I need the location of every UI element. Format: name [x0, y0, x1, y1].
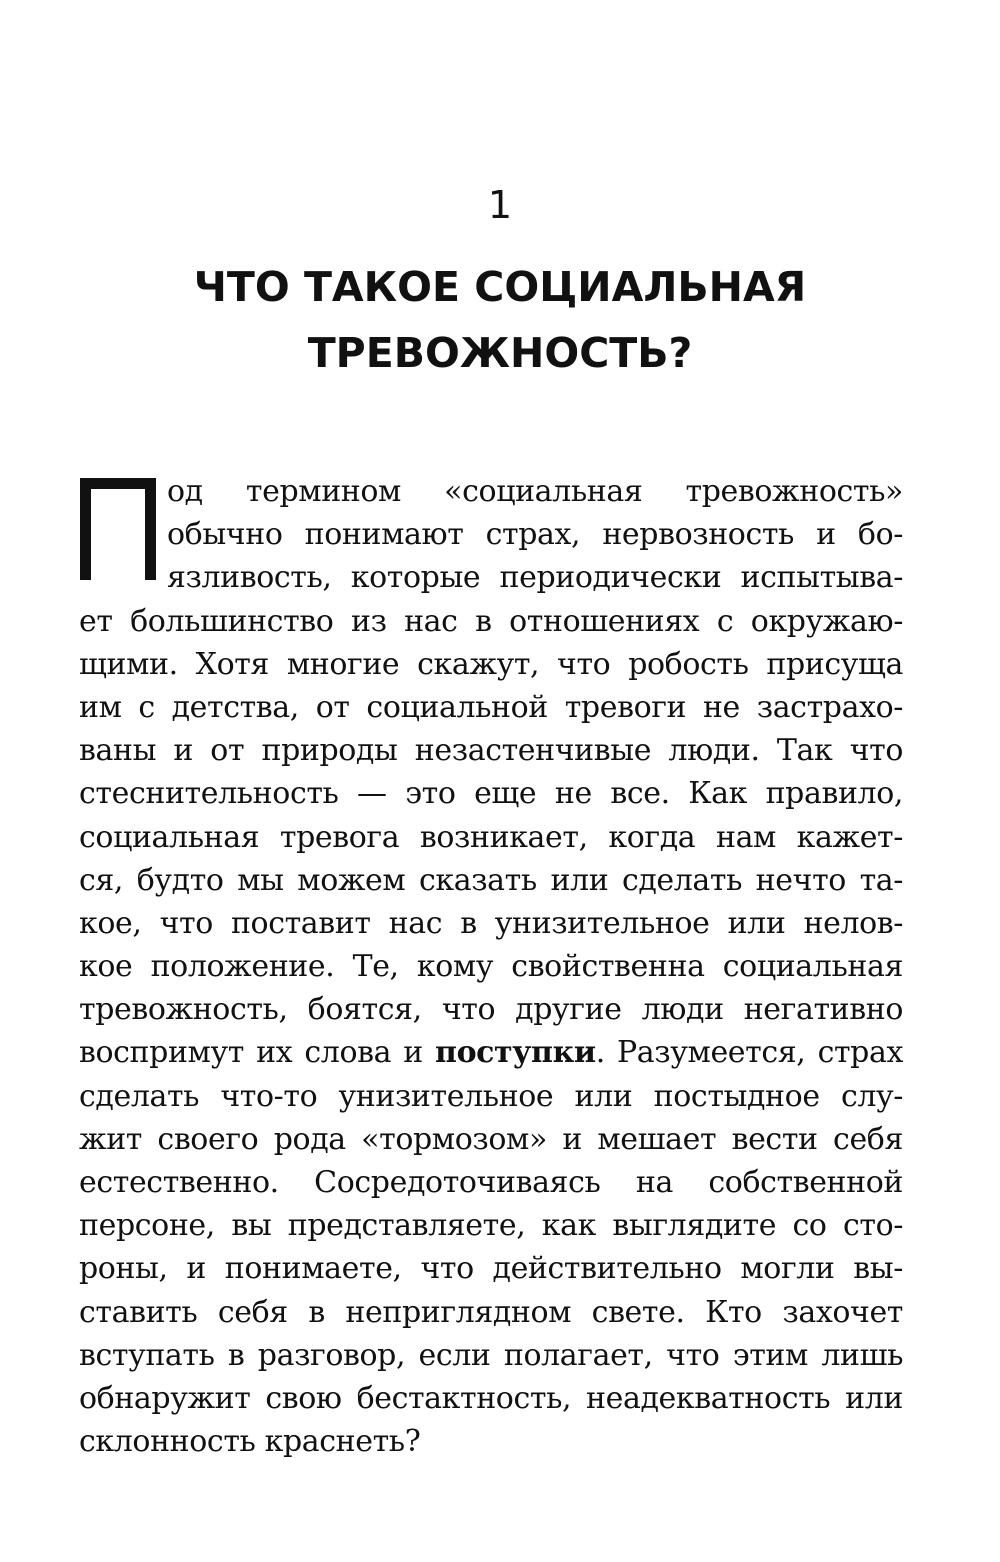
text-line-15: сделать что-то унизительное или постыдное слу-: [79, 1078, 903, 1114]
text-line-5: щими. Хотя многие скажут, что робость присуща: [79, 646, 903, 682]
text-line-20: ставить себя в неприглядном свете. Кто захочет: [79, 1294, 903, 1330]
chapter-title-line-1: ЧТО ТАКОЕ СОЦИАЛЬНАЯ: [193, 263, 807, 311]
bold-word: поступки: [435, 1035, 596, 1071]
text-line-6: им с детства, от социальной тревоги не застрахо-: [79, 689, 903, 725]
text-line-8: стеснительность — это еще не все. Как правило,: [79, 776, 903, 812]
text-line-3: язливость, которые периодически испытыва-: [167, 560, 903, 596]
chapter-title-line-2: ТРЕВОЖНОСТЬ?: [307, 329, 693, 377]
text-line-1: од термином «социальная тревожность»: [167, 474, 903, 509]
text-line-2: обычно понимают страх, нервозность и бо-: [167, 517, 903, 553]
text-line-14: [79, 1031, 903, 1074]
text-line-18: персоне, вы представляете, как выглядите со сто-: [79, 1208, 903, 1244]
text-line-12: кое положение. Те, кому свойственна социальная: [79, 949, 903, 985]
body-paragraph: [79, 470, 903, 1463]
text-line-16: жит своего рода «тормозом» и мешает вести себя: [79, 1121, 903, 1157]
text-line-11: кое, что поставит нас в унизительное или нелов-: [79, 905, 903, 941]
text-line-10: ся, будто мы можем сказать или сделать нечто та-: [79, 862, 903, 898]
text-line-21: вступать в разговор, если полагает, что этим лишь: [79, 1337, 903, 1373]
text-line-13: тревожность, боятся, что другие люди негативно: [79, 992, 903, 1028]
chapter-title: [80, 254, 920, 386]
text-line-17: естественно. Сосредоточиваясь на собственной: [79, 1165, 903, 1200]
text-line-23: склонность краснеть?: [79, 1424, 421, 1460]
text-line-14-start: воспримут их слова и: [79, 1035, 436, 1071]
text-line-7: ваны и от природы незастенчивые люди. Так что: [79, 733, 903, 769]
text-line-14-end: . Разумеется, страх: [595, 1035, 903, 1071]
text-line-4: ет большинство из нас в отношениях с окружаю-: [79, 603, 903, 639]
chapter-number: 1: [487, 183, 513, 227]
text-line-22: обнаружит свою бестактность, неадекватность или: [79, 1380, 903, 1416]
text-line-9: социальная тревога возникает, когда нам кажет-: [79, 819, 903, 855]
text-line-19: роны, и понимаете, что действительно могли вы-: [79, 1251, 903, 1287]
